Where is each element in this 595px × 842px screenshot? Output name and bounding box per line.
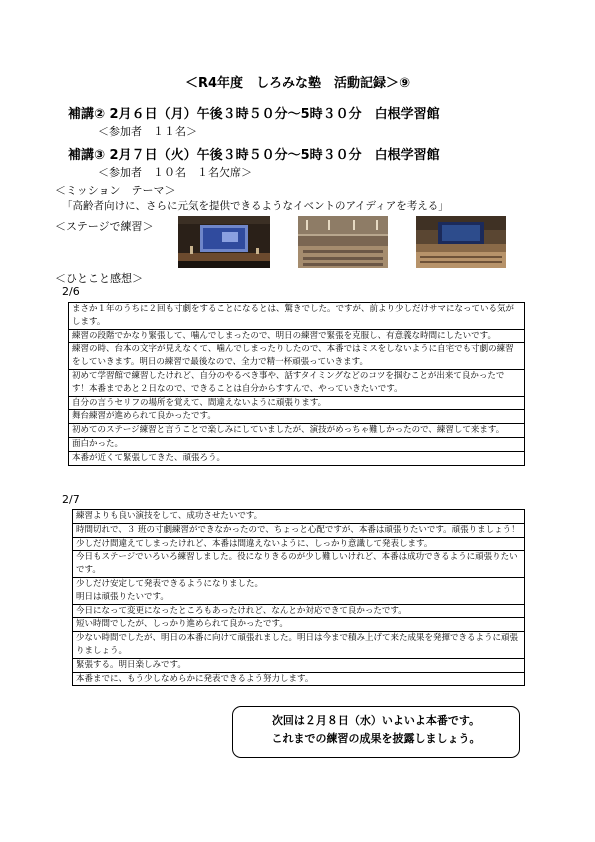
comment-cell: 面白かった。 (69, 437, 525, 451)
comment-cell: 緊張する。明日楽しみです。 (73, 658, 525, 672)
comment-cell: 練習の時、台本の文字が見えなくて、噛んでしまったりしたので、本番ではミスをしないように自宅でも寸劇の練習をしていきます。明日の練習で最後なので、全力で精一杯頑張っていきます。 (69, 343, 525, 370)
comment-cell: 初めてのステージ練習と言うことで楽しみにしていましたが、演技がめっちゃ難しかったので、練習して来ます。 (69, 424, 525, 438)
participants-2: ＜参加者 １０名 １名欠席＞ (98, 166, 252, 179)
date-label-feb7: 2/7 (62, 493, 80, 506)
participants-1: ＜参加者 １１名＞ (98, 125, 197, 138)
comment-cell: 少しだけ間違えてしまったけれど、本番は間違えないように、しっかり意識して発表します。 (73, 537, 525, 551)
comment-cell: 初めて学習館で練習したけれど、自分のやるべき事や、話すタイミングなどのコツを掴むことが出来て良かったです！本番まであと２日なので、できることは自分からすすんで、やっていきたいです。 (69, 369, 525, 396)
next-session-line-1: 次回は２月８日（水）いよいよ本番です。 (271, 714, 481, 727)
comment-cell: 短い時間でしたが、しっかり進められて良かったです。 (73, 618, 525, 632)
mission-label: ＜ミッション テーマ＞ (55, 184, 176, 197)
comment-cell: 練習の段階でかなり緊張して、噛んでしまったので、明日の練習で緊張を克服し、有意義な時間にしたいです。 (69, 329, 525, 343)
comment-cell: 今日もステージでいろいろ練習しました。役になりきるのが少し難しいけれど、本番は成功できるように頑張りたいです。 (73, 551, 525, 578)
comment-cell: 舞台練習が進められて良かったです。 (69, 410, 525, 424)
comment-cell: まさか１年のうちに２回も寸劇をすることになるとは、驚きでした。ですが、前より少しだけサマになっている気がします。 (69, 303, 525, 330)
comment-cell: 少しだけ安定して発表できるようになりました。 明日は頑張りたいです。 (73, 577, 525, 604)
session-heading-2: 補講③ 2月７日（火）午後３時５０分～5時３０分 白根学習館 (68, 148, 440, 163)
comments-label: ＜ひとこと感想＞ (55, 272, 143, 285)
date-label-feb6: 2/6 (62, 285, 80, 298)
comment-cell: 時間切れで、３ 班の寸劇練習ができなかったので、ちょっと心配ですが、本番は頑張りたいです。頑張りましょう！ (73, 523, 525, 537)
next-session-line-2: これまでの練習の成果を披露しましょう。 (271, 732, 481, 745)
comment-cell: 練習よりも良い演技をして、成功させたいです。 (73, 510, 525, 524)
stage-label: ＜ステージで練習＞ (55, 220, 154, 233)
page-title: ＜R4年度 しろみな塾 活動記録＞⑨ (184, 76, 411, 91)
stage-photo-1 (178, 216, 270, 268)
comment-cell: 少ない時間でしたが、明日の本番に向けて頑張れました。明日は今まで積み上げて来た成果を発揮できるように頑張りましょう。 (73, 632, 525, 659)
mission-text: 「高齢者向けに、さらに元気を提供できるようなイベントのアイディアを考える」 (62, 200, 449, 212)
session-heading-1: 補講② 2月６日（月）午後３時５０分～5時３０分 白根学習館 (68, 107, 440, 122)
next-session-notice (232, 706, 520, 758)
comment-cell: 本番が近くて緊張してきた、頑張ろう。 (69, 451, 525, 465)
stage-photo-3 (416, 216, 506, 268)
stage-photo-2 (298, 216, 388, 268)
comments-table-feb7 (72, 509, 525, 686)
comments-table-feb6 (68, 302, 525, 466)
comment-cell: 本番までに、もう少しなめらかに発表できるよう努力します。 (73, 672, 525, 686)
comment-cell: 自分の言うセリフの場所を覚えて、間違えないように頑張ります。 (69, 396, 525, 410)
comment-cell: 今日になって変更になったところもあったけれど、なんとか対応できて良かったです。 (73, 604, 525, 618)
